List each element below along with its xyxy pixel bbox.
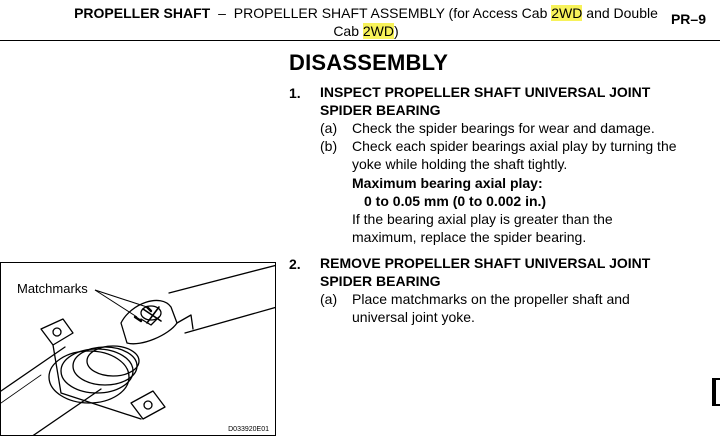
page-number: PR–9 <box>670 11 706 27</box>
step-1b-note-line2: maximum, replace the spider bearing. <box>352 229 587 245</box>
step-2-title <box>320 254 710 290</box>
header-highlight-2: 2WD <box>362 23 395 39</box>
header-subtitle-part1: PROPELLER SHAFT ASSEMBLY (for Access Cab <box>233 5 552 21</box>
step-1b-label: (b) <box>320 138 338 154</box>
step-1-title-line2: SPIDER BEARING <box>320 102 441 118</box>
header-title <box>56 4 676 40</box>
header-subtitle-part3: Cab <box>333 23 363 39</box>
step-2a-text <box>352 290 630 326</box>
header-subtitle-part2: and Double <box>582 5 658 21</box>
header-separator: – <box>218 5 226 21</box>
step-2a-label: (a) <box>320 291 338 307</box>
step-2-title-line1: REMOVE PROPELLER SHAFT UNIVERSAL JOINT <box>320 255 651 271</box>
step-1b-line2: yoke while holding the shaft tightly. <box>352 156 568 172</box>
step-2a-line1: Place matchmarks on the propeller shaft and <box>352 291 630 307</box>
page-edge-tab <box>712 378 720 406</box>
propeller-shaft-illustration <box>0 262 276 436</box>
page-header <box>0 0 720 41</box>
figure-code: D033920E01 <box>228 426 269 433</box>
step-1-title-line1: INSPECT PROPELLER SHAFT UNIVERSAL JOINT <box>320 84 651 100</box>
step-1b-note <box>352 210 613 246</box>
spec-label: Maximum bearing axial play: <box>352 175 543 191</box>
step-1-number: 1. <box>289 85 301 101</box>
matchmarks-callout: Matchmarks <box>17 281 88 296</box>
step-1-title <box>320 83 710 119</box>
step-1b-line1: Check each spider bearings axial play by turning the <box>352 138 677 154</box>
step-1a-text: Check the spider bearings for wear and damage. <box>352 120 655 136</box>
step-1b-text <box>352 137 677 173</box>
step-1a-label: (a) <box>320 120 338 136</box>
step-1b-note-line1: If the bearing axial play is greater than the <box>352 211 613 227</box>
step-2-number: 2. <box>289 256 301 272</box>
step-2a-line2: universal joint yoke. <box>352 309 475 325</box>
spec-value: 0 to 0.05 mm (0 to 0.002 in.) <box>364 193 547 209</box>
header-subtitle-part4: ) <box>394 23 399 39</box>
section-title: DISASSEMBLY <box>289 50 449 75</box>
step-2-title-line2: SPIDER BEARING <box>320 273 441 289</box>
header-highlight-1: 2WD <box>551 5 583 21</box>
header-section: PROPELLER SHAFT <box>74 5 211 21</box>
